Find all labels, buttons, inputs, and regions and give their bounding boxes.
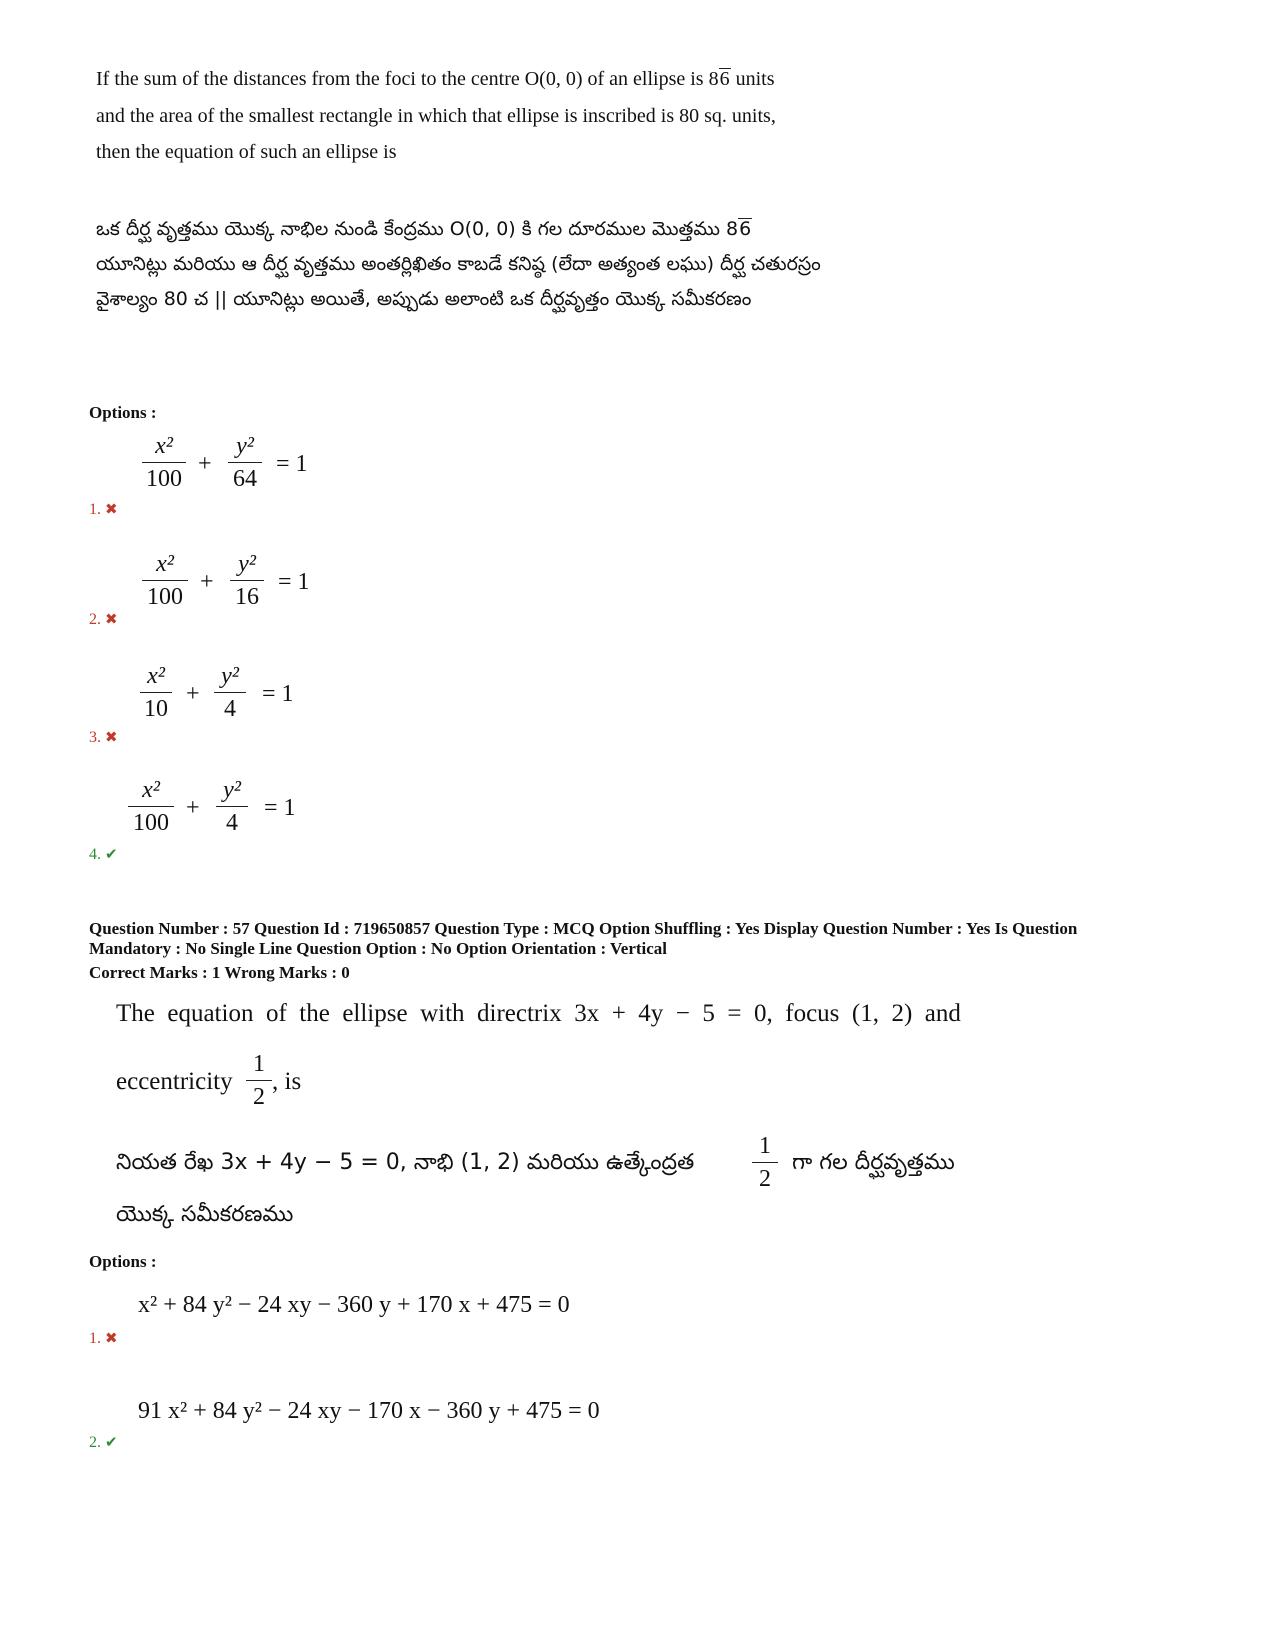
question-meta-line-1: Question Number : 57 Question Id : 719650857 Question Type : MCQ Option Shuffling : Yes Display Question Number : Yes Is Question <box>89 919 1078 938</box>
question-meta-line-2: Mandatory : No Single Line Question Option : No Option Orientation : Vertical <box>89 939 668 958</box>
fraction-x: x² 100 <box>128 774 174 839</box>
question-56-telugu-line-1: ఒక దీర్ఘ వృత్తము యొక్క నాభిల నుండి కేంద్రము O(0, 0) కి గల దూరముల మొత్తము 86 <box>96 218 752 240</box>
question-57-text-line-2-label: eccentricity <box>116 1068 233 1095</box>
question-56-text-line-3: then the equation of such an ellipse is <box>96 141 397 163</box>
question-56-text-line-2: and the area of the smallest rectangle in which that ellipse is inscribed is 80 sq. units, <box>96 105 776 127</box>
fraction-x: x² 100 <box>142 430 186 495</box>
option-equation: 91 x² + 84 y² − 24 xy − 170 x − 360 y + 475 = 0 <box>138 1398 600 1424</box>
plus-sign: + <box>198 451 212 477</box>
marks-line: Correct Marks : 1 Wrong Marks : 0 <box>89 963 350 982</box>
option-equation: x² + 84 y² − 24 xy − 360 y + 170 x + 475 = 0 <box>138 1292 570 1318</box>
option-index: 2. ✔ <box>89 1434 118 1451</box>
fraction-one-half: 1 2 <box>246 1048 272 1113</box>
question-56-text-line-1: If the sum of the distances from the foci to the centre O(0, 0) of an ellipse is 86 units <box>96 68 775 90</box>
option-index: 1. ✖ <box>89 501 118 518</box>
question-57-telugu-line-1: నియత రేఖ 3x + 4y − 5 = 0, నాభి (1, 2) మరియు ఉత్కేంద్రత <box>116 1150 695 1175</box>
equals-one: = 1 <box>278 569 310 595</box>
cross-icon: ✖ <box>105 730 118 746</box>
cross-icon: ✖ <box>105 502 118 518</box>
check-icon: ✔ <box>105 1435 118 1451</box>
cross-icon: ✖ <box>105 1331 118 1347</box>
question-57-telugu-line-1-end: గా గల దీర్ఘవృత్తము <box>792 1150 955 1175</box>
fraction-y: y² 4 <box>214 660 246 725</box>
question-57-telugu-line-2: యొక్క సమీకరణము <box>116 1202 294 1227</box>
question-56-telugu-line-3: వైశాల్యం 80 చ || యూనిట్లు అయితే, అప్పుడు అలాంటి ఒక దీర్ఘవృత్తం యొక్క సమీకరణం <box>96 288 752 310</box>
fraction-one-half: 1 2 <box>752 1130 778 1195</box>
plus-sign: + <box>200 569 214 595</box>
option-index: 4. ✔ <box>89 846 118 863</box>
cross-icon: ✖ <box>105 612 118 628</box>
option-index: 2. ✖ <box>89 611 118 628</box>
question-57-text-line-1: The equation of the ellipse with directrix 3x + 4y − 5 = 0, focus (1, 2) and <box>116 1000 961 1027</box>
check-icon: ✔ <box>105 847 118 863</box>
fraction-y: y² 4 <box>216 774 248 839</box>
option-index: 1. ✖ <box>89 1330 118 1347</box>
sqrt-radicand: 6 <box>739 218 752 240</box>
option-index: 3. ✖ <box>89 729 118 746</box>
plus-sign: + <box>186 795 200 821</box>
fraction-x: x² 10 <box>140 660 172 725</box>
options-label: Options : <box>89 1252 157 1271</box>
fraction-y: y² 16 <box>230 548 264 613</box>
fraction-y: y² 64 <box>228 430 262 495</box>
sqrt-radicand: 6 <box>719 68 730 90</box>
plus-sign: + <box>186 681 200 707</box>
options-label: Options : <box>89 403 157 422</box>
fraction-x: x² 100 <box>142 548 188 613</box>
question-57-text-line-2-end: , is <box>272 1068 302 1095</box>
equals-one: = 1 <box>264 795 296 821</box>
question-56-telugu-line-2: యూనిట్లు మరియు ఆ దీర్ఘ వృత్తము అంతర్లిఖితం కాబడే కనిష్ఠ (లేదా అత్యంత లఘు) దీర్ఘ చతురస్రం <box>96 253 821 275</box>
equals-one: = 1 <box>276 451 308 477</box>
equals-one: = 1 <box>262 681 294 707</box>
